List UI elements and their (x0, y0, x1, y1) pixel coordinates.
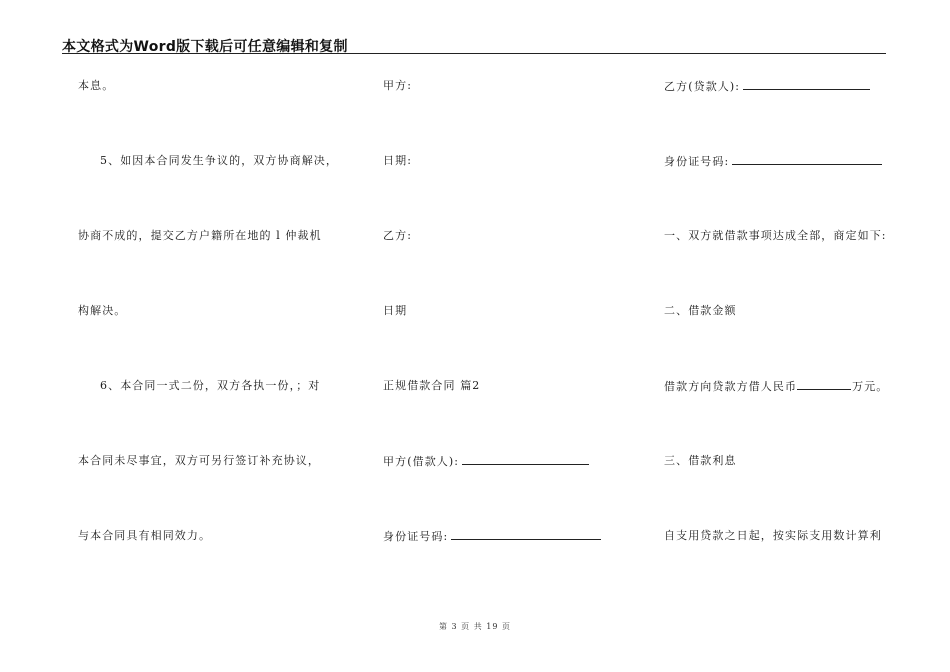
id-number-line (383, 529, 601, 544)
blank-field (732, 154, 882, 165)
date-label: 日期: (383, 154, 413, 167)
text-line: 6、本合同一式二份，双方各执一份，；对 (100, 379, 321, 392)
text-line: 一、双方就借款事项达成全部，商定如下: (664, 229, 887, 242)
blank-field (797, 379, 851, 390)
section-title: 正规借款合同 篇2 (383, 379, 481, 392)
blank-field (451, 529, 601, 540)
section-heading: 二、借款金额 (664, 304, 737, 317)
lender-label: 乙方(贷款人): (664, 80, 741, 93)
id-number-line (664, 154, 882, 169)
header-divider (62, 53, 886, 54)
text-line: 本息。 (78, 79, 115, 92)
borrower-label: 甲方(借款人): (383, 455, 460, 468)
lender-line (664, 79, 870, 94)
blank-field (462, 454, 589, 465)
page-number: 第 3 页 共 19 页 (439, 622, 511, 631)
amount-text: 借款方向贷款方借人民币 (664, 380, 798, 393)
party-b-label: 乙方: (383, 229, 413, 242)
text-line: 5、如因本合同发生争议的，双方协商解决， (100, 154, 338, 167)
section-heading: 三、借款利息 (664, 454, 737, 467)
text-line: 自支用贷款之日起，按实际支用数计算利 (664, 529, 882, 542)
amount-unit: 万元。 (852, 380, 889, 393)
text-line: 构解决。 (78, 304, 127, 317)
amount-line (664, 379, 888, 394)
id-number-label: 身份证号码: (383, 530, 449, 543)
party-a-label: 甲方: (383, 79, 413, 92)
borrower-line (383, 454, 589, 469)
text-line: 本合同未尽事宜，双方可另行签订补充协议， (78, 454, 320, 467)
page-header-title: 本文格式为Word版下载后可任意编辑和复制 (62, 39, 348, 55)
date-label: 日期 (383, 304, 408, 317)
blank-field (743, 79, 870, 90)
text-line: 与本合同具有相同效力。 (78, 529, 212, 542)
text-line: 协商不成的，提交乙方户籍所在地的 l 仲裁机 (78, 229, 322, 242)
id-number-label: 身份证号码: (664, 155, 730, 168)
